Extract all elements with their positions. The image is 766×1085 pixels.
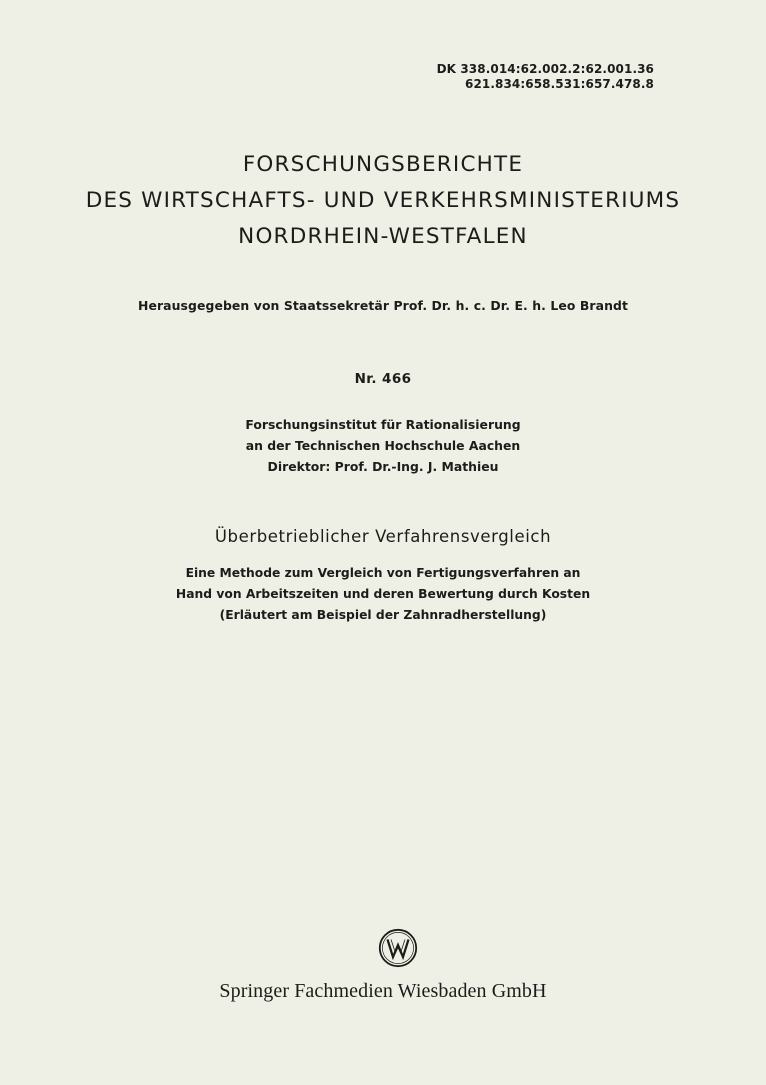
series-title-line-2: DES WIRTSCHAFTS- UND VERKEHRSMINISTERIUMS — [85, 188, 681, 213]
classification-codes — [437, 62, 654, 92]
institute-line-1: Forschungsinstitut für Rationalisierung — [245, 417, 521, 432]
book-title: Überbetrieblicher Verfahrensvergleich — [214, 527, 552, 546]
series-title — [0, 147, 766, 255]
publisher-name: Springer Fachmedien Wiesbaden GmbH — [219, 980, 547, 1002]
classification-line-2: 621.834:658.531:657.478.8 — [465, 77, 654, 91]
classification-line-1: DK 338.014:62.002.2:62.001.36 — [436, 62, 654, 76]
volume-number: Nr. 466 — [354, 371, 412, 387]
series-title-line-1: FORSCHUNGSBERICHTE — [242, 152, 524, 177]
subtitle-line-2: Hand von Arbeitszeiten und deren Bewertung durch Kosten — [175, 587, 591, 601]
subtitle-line-3: (Erläutert am Beispiel der Zahnradherstellung) — [219, 608, 547, 622]
editor-credit: Herausgegeben von Staatssekretär Prof. Dr. h. c. Dr. E. h. Leo Brandt — [137, 298, 629, 313]
subtitle-line-1: Eine Methode zum Vergleich von Fertigungsverfahren an — [185, 566, 581, 580]
series-title-line-3: NORDRHEIN-WESTFALEN — [238, 224, 528, 249]
springer-w-circle-logo-icon — [378, 928, 418, 968]
book-subtitle — [0, 563, 766, 626]
institute-line-3: Direktor: Prof. Dr.-Ing. J. Mathieu — [267, 459, 499, 474]
institute-line-2: an der Technischen Hochschule Aachen — [245, 438, 521, 453]
institute-block — [0, 414, 766, 477]
